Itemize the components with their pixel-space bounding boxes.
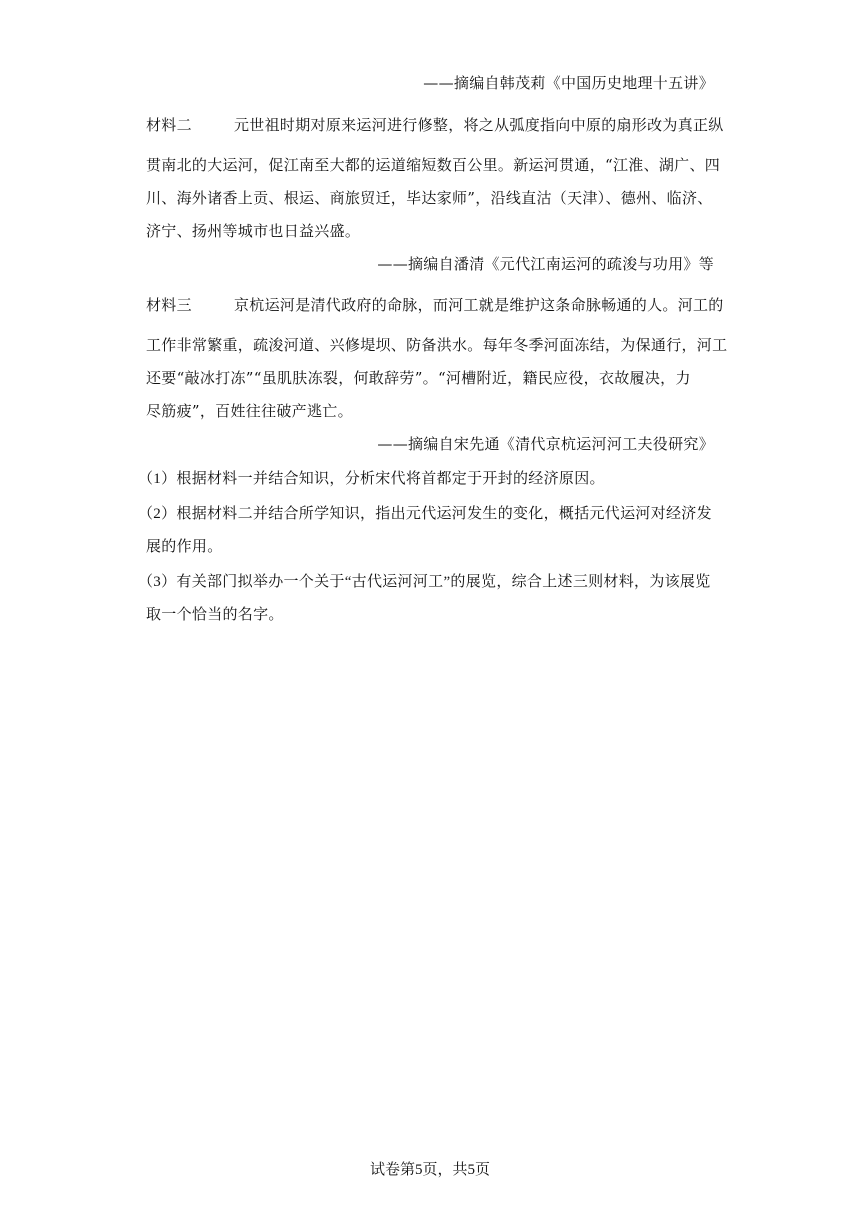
source-citation-3: ——摘编自宋先通《清代京杭运河河工夫役研究》 <box>377 435 714 453</box>
material-3-label: 材料三 <box>146 296 192 314</box>
material-3-line-3: 还要“敲冰打冻”“虽肌肤冻裂，何敢辞劳”。“河槽附近，籍民应役，衣故履决，力 <box>146 369 691 387</box>
material-3-line-4: 尽筋疲”，百姓往往破产逃亡。 <box>146 402 353 420</box>
page-footer: 试卷第5页，共5页 <box>369 1162 490 1178</box>
material-3-line-1 <box>146 294 724 315</box>
material-2-text-1: 元世祖时期对原来运河进行修整，将之从弧度指向中原的扇形改为真正纵 <box>234 116 724 134</box>
question-2-line-2: 展的作用。 <box>146 539 223 555</box>
material-2-line-4: 济宁、扬州等城市也日益兴盛。 <box>146 222 361 240</box>
material-3-line-2: 工作非常繁重，疏浚河道、兴修堤坝、防备洪水。每年冬季河面冻结，为保通行，河工 <box>146 336 728 354</box>
question-2-line-1: （2）根据材料二并结合所学知识，指出元代运河发生的变化，概括元代运河对经济发 <box>138 506 712 522</box>
material-2-line-3: 川、海外诸香上贡、根运、商旅贸迁，毕达家师”，沿线直沽（天津）、德州、临济、 <box>146 189 713 207</box>
question-3-line-2: 取一个恰当的名字。 <box>146 607 284 623</box>
question-3-line-1: （3）有关部门拟举办一个关于“古代运河河工”的展览，综合上述三则材料，为该展览 <box>138 574 711 590</box>
material-2-line-1 <box>146 114 724 135</box>
question-1: （1）根据材料一并结合知识，分析宋代将首都定于开封的经济原因。 <box>138 471 605 487</box>
material-2-line-2: 贯南北的大运河，促江南至大都的运道缩短数百公里。新运河贯通，“江淮、湖广、四 <box>146 156 721 174</box>
material-3-text-1: 京杭运河是清代政府的命脉，而河工就是维护这条命脉畅通的人。河工的 <box>234 296 724 314</box>
material-2-label: 材料二 <box>146 116 192 134</box>
source-citation-1: ——摘编自韩茂莉《中国历史地理十五讲》 <box>423 74 714 92</box>
source-citation-2: ——摘编自潘清《元代江南运河的疏浚与功用》等 <box>377 255 714 273</box>
